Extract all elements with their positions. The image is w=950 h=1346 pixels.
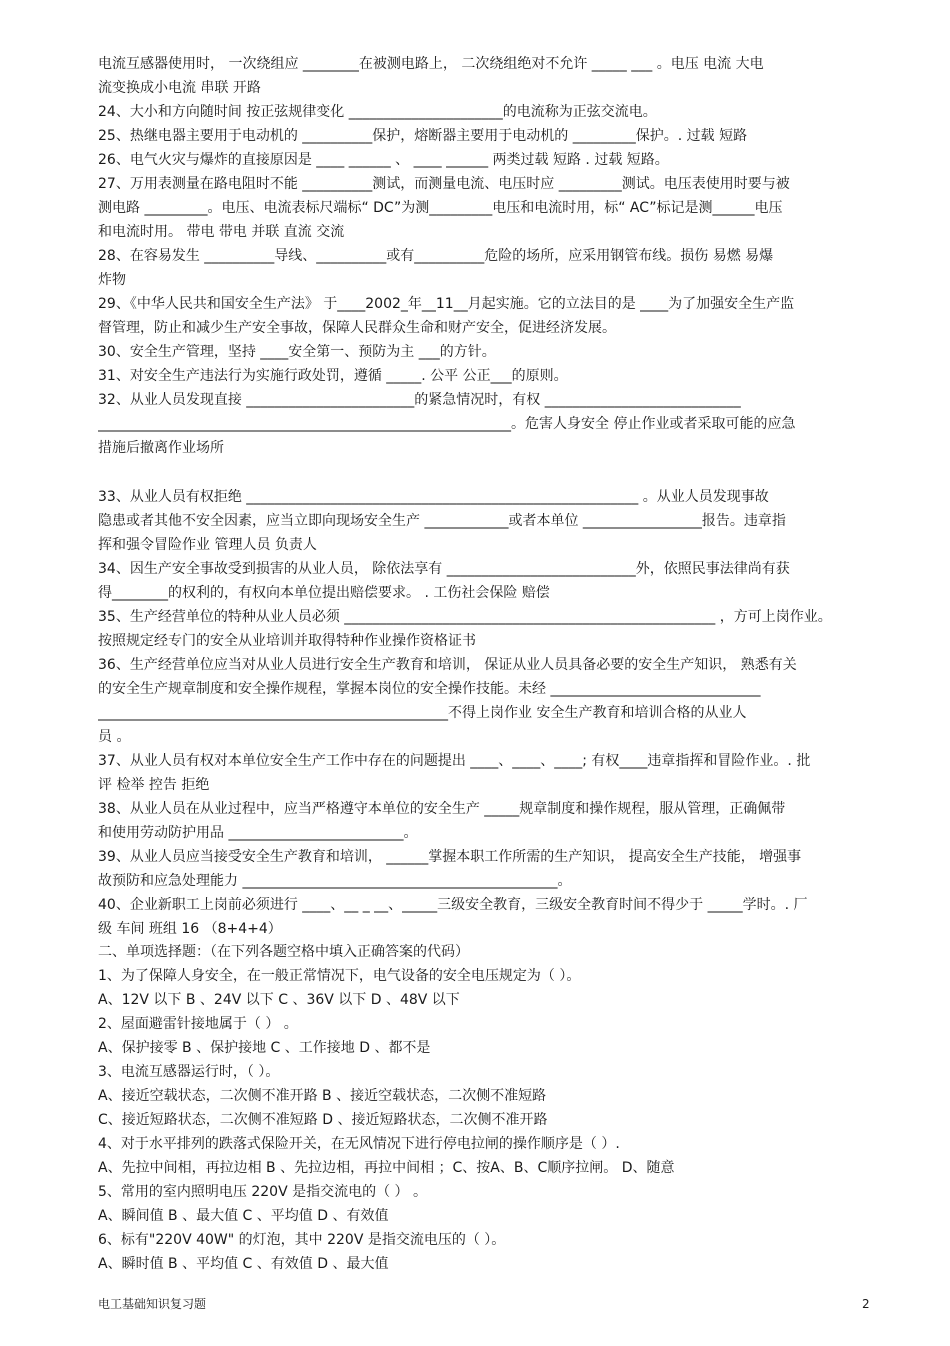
question-line: 6、标有"220V 40W" 的灯泡，其中 220V 是指交流电压的（ ）。 [98, 1232, 506, 1248]
text-line: 28、在容易发生 __________导线、__________或有__________危险的场所，应采用钢管布线。损伤 易燃 易爆 [98, 248, 774, 264]
question-line: 4、对于水平排列的跌落式保险开关，在无风情况下进行停电拉闸的操作顺序是（ ）. [98, 1136, 620, 1152]
text-line: 34、因生产安全事故受到损害的从业人员， 除依法享有 ___________________________外，依照民事法律尚有获 [98, 561, 790, 577]
section-heading: 二、单项选择题：（在下列各题空格中填入正确答案的代码） [98, 944, 469, 960]
text-line: 按照规定经专门的安全从业培训并取得特种作业操作资格证书 [98, 633, 476, 649]
text-line: 32、从业人员发现直接 ________________________的紧急情况时，有权 ____________________________ [98, 392, 741, 408]
text-line: 30、安全生产管理，坚持 ____安全第一、预防为主 ___的方针。 [98, 344, 496, 360]
options-line: A、保护接零 B 、保护接地 C 、工作接地 D 、都不是 [98, 1040, 431, 1056]
text-line: 39、从业人员应当接受安全生产教育和培训， ______掌握本职工作所需的生产知识， 提高安全生产技能， 增强事 [98, 849, 802, 865]
text-line: 24、大小和方向随时间 按正弦规律变化 ______________________的电流称为正弦交流电。 [98, 104, 657, 120]
text-line: 级 车间 班组 16 （8+4+4） [98, 921, 282, 937]
options-line: A、接近空载状态，二次侧不准开路 B 、接近空载状态，二次侧不准短路 [98, 1088, 547, 1104]
text-line: ___________________________________________________________。危害人身安全 停止作业或者采取可能的应急 [98, 416, 796, 432]
text-line: 26、电气火灾与爆炸的直接原因是 ____ ______ 、 ____ ______ 两类过载 短路 . 过载 短路。 [98, 152, 669, 168]
text-line: 37、从业人员有权对本单位安全生产工作中存在的问题提出 ____、____、____; 有权____违章指挥和冒险作业。. 批 [98, 753, 811, 769]
text-line: 措施后撤离作业场所 [98, 440, 224, 456]
text-line: 流变换成小电流 串联 开路 [98, 80, 261, 96]
text-line: 27、万用表测量在路电阻时不能 __________测试，而测量电流、电压时应 _________测试。电压表使用时要与被 [98, 176, 790, 192]
options-line: A、12V 以下 B 、24V 以下 C 、36V 以下 D 、48V 以下 [98, 992, 460, 1008]
question-line: 2、屋面避雷针接地属于（ ） 。 [98, 1016, 298, 1032]
text-line: 督管理，防止和减少生产安全事故，保障人民群众生命和财产安全，促进经济发展。 [98, 320, 616, 336]
text-line: 的安全生产规章制度和安全操作规程，掌握本岗位的安全操作技能。未经 ______________________________ [98, 681, 761, 697]
options-line: C、接近短路状态，二次侧不准短路 D 、接近短路状态，二次侧不准开路 [98, 1112, 548, 1128]
question-line: 1、为了保障人身安全，在一般正常情况下，电气设备的安全电压规定为（ ）。 [98, 968, 581, 984]
text-line: 员 。 [98, 729, 131, 745]
text-line: 29、《中华人民共和国安全生产法》 于____2002_年__11__月起实施。它的立法目的是 ____为了加强安全生产监 [98, 296, 795, 312]
options-line: A、瞬间值 B 、最大值 C 、平均值 D 、有效值 [98, 1208, 389, 1224]
text-line: 测电路 _________。电压、电流表标尺端标“ DC”为测_________电压和电流时用，标“ AC”标记是测______电压 [98, 200, 783, 216]
text-line: 38、从业人员在从业过程中，应当严格遵守本单位的安全生产 _____规章制度和操作规程，服从管理，正确佩带 [98, 801, 786, 817]
text-line: 35、生产经营单位的特种从业人员必须 _____________________________________________________ ，方可上岗作业。 [98, 609, 832, 625]
text-line: 40、企业新职工上岗前必须进行 ____、__ _ __、_____三级安全教育，三级安全教育时间不得少于 _____学时。. 厂 [98, 897, 808, 913]
text-line: 评 检举 控告 拒绝 [98, 777, 210, 793]
text-line: 36、生产经营单位应当对从业人员进行安全生产教育和培训， 保证从业人员具备必要的安全生产知识， 熟悉有关 [98, 657, 797, 673]
footer-title: 电工基础知识复习题 [98, 1297, 207, 1311]
text-line: 挥和强令冒险作业 管理人员 负责人 [98, 537, 317, 553]
options-line: A、先拉中间相，再拉边相 B 、先拉边相，再拉中间相 ；C、按A、B、C顺序拉闸。 D、随意 [98, 1160, 675, 1176]
page-number: 2 [862, 1297, 870, 1311]
text-line: 和电流时用。 带电 带电 并联 直流 交流 [98, 224, 345, 240]
question-line: 5、常用的室内照明电压 220V 是指交流电的（ ） 。 [98, 1184, 428, 1200]
text-line: 和使用劳动防护用品 _________________________。 [98, 825, 418, 841]
options-line: A、瞬时值 B 、平均值 C 、有效值 D 、最大值 [98, 1256, 389, 1272]
text-line: 得________的权利的，有权向本单位提出赔偿要求。 . 工伤社会保险 赔偿 [98, 585, 550, 601]
text-line: 33、从业人员有权拒绝 ________________________________________________________ 。从业人员发现事故 [98, 489, 769, 505]
text-line: 电流互感器使用时， 一次绕组应 ________在被测电路上， 二次绕组绝对不允许 _____ ___ 。电压 电流 大电 [98, 56, 764, 72]
text-line: 31、对安全生产违法行为实施行政处罚，遵循 _____. 公平 公正___的原则。 [98, 368, 568, 384]
text-line: 隐患或者其他不安全因素，应当立即向现场安全生产 ____________或者本单位 _________________报告。违章指 [98, 513, 786, 529]
text-line: __________________________________________________不得上岗作业 安全生产教育和培训合格的从业人 [98, 705, 747, 721]
text-line: 故预防和应急处理能力 _____________________________________________。 [98, 873, 572, 889]
text-line: 炸物 [98, 272, 126, 288]
text-line: 25、热继电器主要用于电动机的 __________保护，熔断器主要用于电动机的 _________保护。. 过载 短路 [98, 128, 748, 144]
question-line: 3、电流互感器运行时，（ ）。 [98, 1064, 280, 1080]
